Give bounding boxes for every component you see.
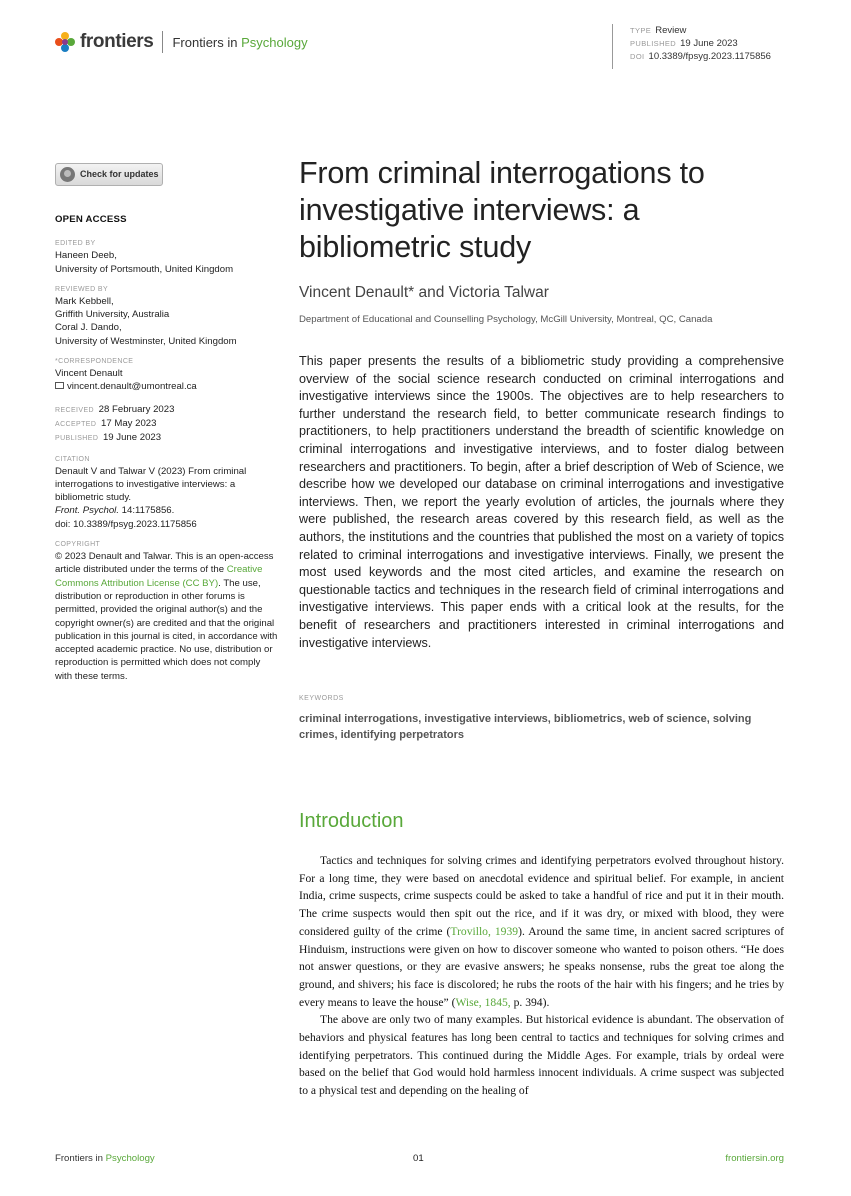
reference-link[interactable]: Wise, 1845, xyxy=(455,995,511,1009)
frontiers-logo[interactable] xyxy=(55,30,308,54)
reviewed-by xyxy=(55,285,279,348)
meta-published: PUBLISHED 19 June 2023 xyxy=(630,38,738,49)
article-sidebar xyxy=(55,163,279,683)
introduction-body xyxy=(299,852,784,1100)
footer-site-link[interactable]: frontiersin.org xyxy=(725,1153,784,1164)
accepted-date: ACCEPTED 17 May 2023 xyxy=(55,417,157,429)
abstract: This paper presents the results of a bibliometric study providing a comprehensive overview of the social science research conducted on criminal interrogations and investigative interviews since the 1900s. The objectives are to help researchers to further understand the research field, to better communicate research findings to practitioners, to help practitioners understand the breadth of scientific knowledge on criminal interrogations and investigative interviews, and to foster dialog between researchers and practitioners. To begin, after a brief description of Web of Science, we describe how we developed our database on criminal interrogations and investigative interviews. Then, we report the yearly evolution of articles, the journals where they were published, the research areas covered by this research field, as well as the authors, the institutions and the countries that published the most on a variety of topics related to criminal interrogations and investigative interviews. Finally, we present the most used keywords and the most cited articles, and examine the research on questionable tactics and techniques in the research field of criminal interrogations and investigative interviews. This paper ends with a critical look at the results, for the benefit of researchers and practitioners interested in criminal interrogations and investigative interviews. xyxy=(299,354,784,650)
meta-type: TYPE Review xyxy=(630,25,687,36)
citation-text: Denault V and Talwar V (2023) From criminal interrogations to investigative interviews: a bibliometric study. xyxy=(55,465,247,504)
check-updates-label: Check for updates xyxy=(80,168,159,179)
reviewer-affiliation: Griffith University, Australia xyxy=(55,309,170,321)
check-for-updates-button[interactable] xyxy=(55,163,163,186)
paragraph: The above are only two of many examples. But historical evidence is abundant. The observation of behaviors and physical features has long been central to tactics and techniques for solving crimes and identifying perpetrators. This continued during the Middle Ages. For example, trials by ordeal were based on the belief that God would hold harmless innocent individuals. A crime suspect was subjected to a physical test and depending on the healing of xyxy=(299,1013,784,1098)
citation-label: CITATION xyxy=(55,455,90,463)
page-number: 01 xyxy=(413,1153,424,1164)
copyright xyxy=(55,540,279,683)
edited-by xyxy=(55,239,279,276)
reference-link[interactable]: Trovillo, 1939 xyxy=(450,924,519,938)
logo-divider xyxy=(162,31,163,53)
footer-journal: Frontiers in Psychology xyxy=(55,1153,155,1164)
received-date: RECEIVED 28 February 2023 xyxy=(55,403,175,415)
logo-wordmark: frontiers xyxy=(80,31,154,52)
reviewer-name: Coral J. Dando, xyxy=(55,322,122,334)
introduction-heading: Introduction xyxy=(299,810,404,832)
meta-doi[interactable]: DOI 10.3389/fpsyg.2023.1175856 xyxy=(630,51,771,62)
cc-by-license-link[interactable]: Creative Commons Attribution License (CC BY) xyxy=(55,564,263,589)
crossmark-icon xyxy=(60,167,75,182)
open-access-label: OPEN ACCESS xyxy=(55,214,127,225)
keywords-label: KEYWORDS xyxy=(299,695,344,702)
correspondence-label: *CORRESPONDENCE xyxy=(55,358,134,366)
citation-journal-line: Front. Psychol. 14:1175856. xyxy=(55,505,175,517)
citation-doi[interactable]: doi: 10.3389/fpsyg.2023.1175856 xyxy=(55,518,197,530)
reviewer-affiliation: University of Westminster, United Kingdom xyxy=(55,335,237,347)
copyright-label: COPYRIGHT xyxy=(55,541,101,549)
paragraph: Tactics and techniques for solving crimes and identifying perpetrators evolved throughout history. For a long time, they were based on anecdotal evidence and spiritual belief. For example, in ancient India, crime suspects, crime suspects could be asked to take a handful of rice and put it in their mouth. The crime suspects would then spit out the rice, and if it was dry, or mixed with blood, they were considered guilty of the crime (Trovillo, 1939). Around the same time, in ancient sacred scriptures of Hinduism, instructions were given on how to discover someone who wanted to poison others. “He does not answer questions, or they are evasive answers; he speaks nonsense, rubs the great toe along the ground, and shivers; his face is discolored; he rubs the roots of the hair with his fingers; and he tries by every means to leave the house” (Wise, 1845, p. 394). xyxy=(299,854,784,1009)
reviewed-by-label: REVIEWED BY xyxy=(55,285,109,293)
article-title: From criminal interrogations to investigative interviews: a bibliometric study xyxy=(299,156,705,264)
article-authors: Vincent Denault* and Victoria Talwar xyxy=(299,284,549,301)
reviewer-name: Mark Kebbell, xyxy=(55,295,114,307)
envelope-icon xyxy=(55,382,64,389)
article-meta xyxy=(612,24,771,69)
keywords: criminal interrogations, investigative interviews, bibliometrics, web of science, solving crimes, identifying perpetrators xyxy=(299,713,752,741)
edited-by-label: EDITED BY xyxy=(55,240,96,248)
correspondence xyxy=(55,357,279,394)
copyright-text: © 2023 Denault and Talwar. This is an open-access article distributed under the terms of the Creative Commons Attribution License (CC BY). The use, distribution or reproduction in other forums is permitted, provided the original author(s) and the copyright owner(s) are credited and that the original publication in this journal is cited, in accordance with accepted academic practice. No use, distribution or reproduction is permitted which does not comply with these terms. xyxy=(55,551,278,682)
correspondence-email-row[interactable] xyxy=(55,380,279,393)
dates xyxy=(55,403,279,446)
editor-affiliation: University of Portsmouth, United Kingdom xyxy=(55,263,234,275)
correspondence-email[interactable]: vincent.denault@umontreal.ca xyxy=(67,381,197,393)
published-date: PUBLISHED 19 June 2023 xyxy=(55,432,162,444)
correspondence-name: Vincent Denault xyxy=(55,368,123,380)
journal-name: Frontiers in Psychology xyxy=(172,34,308,50)
editor-name: Haneen Deeb, xyxy=(55,250,117,262)
citation xyxy=(55,455,279,531)
frontiers-logo-icon xyxy=(55,32,75,52)
author-affiliation: Department of Educational and Counselling Psychology, McGill University, Montreal, QC, Canada xyxy=(299,314,713,325)
